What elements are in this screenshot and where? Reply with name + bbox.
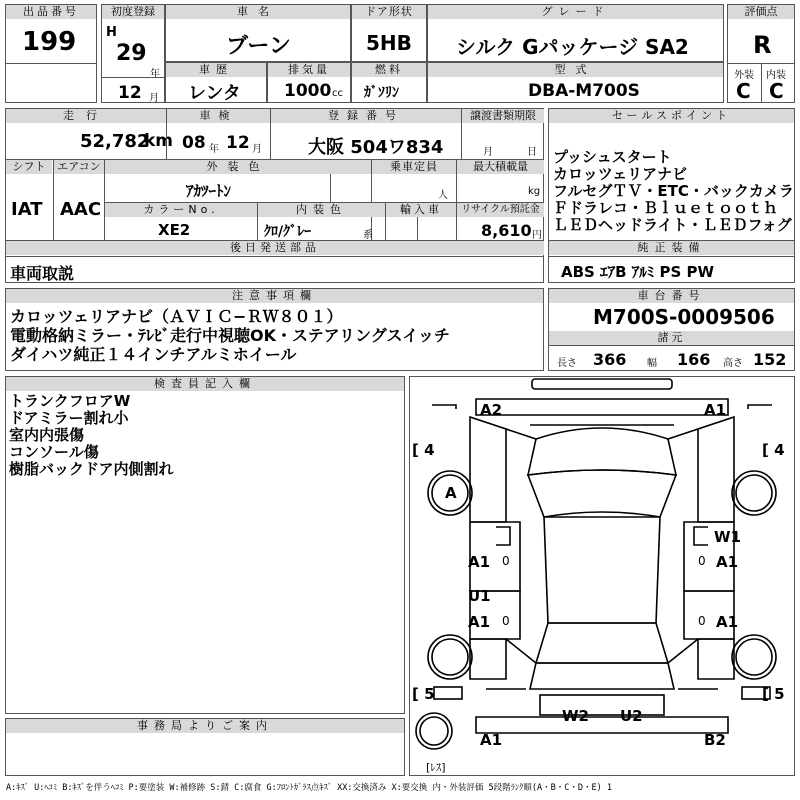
length-label: 長さ: [557, 358, 577, 369]
chassis-number: M700S-0009506: [593, 305, 775, 329]
mileage-unit: km: [144, 131, 174, 151]
model-name-cell: [165, 4, 351, 62]
lot-number-cell: [5, 4, 97, 103]
damage-mark: [ 4: [762, 441, 785, 459]
int-color-unit: 系: [363, 230, 373, 241]
inspection-month-unit: 月: [252, 144, 262, 155]
int-grade-label: 内装: [766, 70, 786, 81]
inspection-month: 12: [226, 133, 250, 153]
era: H: [106, 25, 117, 40]
inspector-label: 検査員記入欄: [6, 377, 404, 391]
type-label: 型式: [428, 63, 723, 77]
displacement-label: 排気量: [268, 63, 350, 77]
inspection-year-unit: 年: [209, 144, 219, 155]
recycle-fee: 8,610: [481, 221, 532, 240]
inspector-line: 室内内張傷: [9, 426, 85, 444]
recycle-label: リサイクル預託金: [457, 203, 544, 217]
history-label: 車歴: [166, 63, 266, 77]
grade-label: グレード: [428, 5, 723, 19]
int-grade: C: [769, 79, 784, 103]
chassis-label: 車台番号: [549, 289, 794, 303]
score-label: 評価点: [728, 5, 794, 19]
reg-no-label: 登録番号: [271, 109, 461, 123]
capacity-label: 乗車定員: [372, 160, 456, 174]
sales-point: カロッツェリアナビ: [553, 165, 688, 183]
equipment: ABS ｴｱB ｱﾙﾐ PS PW: [561, 263, 715, 281]
int-color-label: 内装色: [258, 203, 385, 217]
note-line: 電動格納ミラー・ﾃﾚﾋﾞ走行中視聴OK・ステアリングスイッチ: [10, 326, 450, 345]
damage-mark: A: [445, 484, 457, 502]
damage-mark: 0: [698, 614, 706, 628]
first-registration-cell: [101, 4, 165, 103]
month-unit: 月: [149, 93, 159, 104]
car-diagram-svg: [410, 377, 794, 775]
damage-mark: A1: [704, 401, 727, 419]
equipment-label: 純正装備: [549, 241, 794, 255]
shift-label: シフト: [6, 160, 52, 174]
model-type: DBA-M700S: [528, 81, 640, 101]
sales-points-label: セールスポイント: [549, 109, 794, 123]
transfer-month-unit: 月: [483, 147, 493, 158]
inspector-line: コンソール傷: [9, 443, 99, 461]
grade: シルク Gパッケージ SA2: [456, 35, 689, 59]
legend: A:ｷｽﾞ U:ﾍｺﾐ B:ｷｽﾞを伴うﾍｺﾐ P:要塗装 W:補修跡 S:錆 C:腐食 G:ﾌﾛﾝﾄｶﾞﾗｽ点ｷｽﾞ XX:交換済み X:要交換 内・外装評価 5段階ﾗﾝｸ順(A・B・C・D・E) 1: [6, 783, 612, 793]
type-cell: [427, 62, 724, 103]
damage-mark: A1: [468, 553, 491, 571]
sales-points-block: [548, 108, 795, 283]
recycle-unit: 円: [532, 230, 542, 241]
mileage: 52,782: [80, 131, 150, 152]
notes-block: [5, 288, 544, 371]
later-parts: 車両取説: [10, 264, 75, 283]
height-label: 高さ: [723, 358, 743, 369]
note-line: カロッツェリアナビ（ＡＶＩＣ−ＲＷ８０１）: [10, 307, 343, 326]
damage-mark: [ 4: [412, 441, 435, 459]
reg-year: 29: [116, 41, 147, 66]
fuel-label: 燃料: [352, 63, 426, 77]
damage-mark: W1: [714, 528, 741, 546]
damage-mark: 0: [502, 614, 510, 628]
ext-grade: C: [736, 79, 751, 103]
lot-number-label: 出品番号: [6, 5, 96, 19]
inspection-label: 車検: [167, 109, 270, 123]
fuel: ｶﾞｿﾘﾝ: [364, 85, 399, 101]
damage-mark: A1: [716, 553, 739, 571]
damage-mark: 0: [698, 554, 706, 568]
score: R: [753, 31, 772, 59]
damage-mark: [ 5: [412, 685, 435, 703]
door-label: ドア形状: [352, 5, 426, 19]
lot-number: 199: [22, 27, 77, 57]
history: レンタ: [188, 83, 241, 104]
chassis-block: [548, 288, 795, 371]
capacity-unit: 人: [438, 190, 448, 201]
door-type: 5HB: [366, 31, 412, 55]
displacement: 1000: [284, 81, 332, 101]
sales-points-list: [553, 149, 794, 234]
spare-label: [ﾚｽ]: [426, 761, 446, 774]
load-unit: kg: [528, 186, 541, 197]
transfer-day-unit: 日: [527, 147, 537, 158]
model-name: ブーン: [226, 34, 291, 59]
damage-mark: U2: [620, 707, 643, 725]
sales-point: Ｆドラレコ・Ｂｌｕｅｔｏｏｔｈ: [553, 199, 779, 217]
office-label: 事務局よりご案内: [6, 719, 404, 733]
int-color: ｸﾛ/ｸﾞﾚｰ: [264, 224, 312, 240]
shift: IAT: [11, 199, 43, 220]
ac-label: エアコン: [54, 160, 104, 174]
height: 152: [753, 350, 787, 369]
displacement-unit: cc: [332, 88, 343, 99]
grade-cell: [427, 4, 724, 62]
first-registration-label: 初度登録: [102, 5, 164, 19]
inspector-list: [9, 393, 174, 478]
load-label: 最大積載量: [457, 160, 544, 174]
import-label: 輸入車: [386, 203, 456, 217]
ext-color-label: 外装色: [105, 160, 371, 174]
later-parts-label: 後日発送部品: [6, 241, 544, 255]
damage-mark: B2: [704, 731, 726, 749]
damage-mark: A1: [468, 613, 491, 631]
inspector-line: 樹脂バックドア内側割れ: [9, 460, 174, 478]
door-cell: [351, 4, 427, 62]
sales-point: ＬＥＤヘッドライト・ＬＥＤフォグ: [553, 216, 792, 234]
damage-mark: A1: [716, 613, 739, 631]
inspector-line: トランクフロアW: [9, 392, 131, 410]
damage-diagram: [409, 376, 795, 776]
reg-month: 12: [118, 83, 142, 103]
specs-label: 諸元: [549, 331, 794, 345]
displacement-cell: [267, 62, 351, 103]
color-no-label: カラーNo.: [105, 203, 257, 217]
reg-no: 大阪 504ワ834: [308, 137, 444, 158]
damage-mark: W2: [562, 707, 589, 725]
sales-point: フルセグＴＶ・ETC・バックカメラ: [553, 182, 794, 200]
damage-mark: A1: [480, 731, 503, 749]
damage-mark: U1: [468, 587, 491, 605]
notes-label: 注意事項欄: [6, 289, 543, 303]
inspector-block: [5, 376, 405, 714]
damage-mark: [ 5: [762, 685, 785, 703]
ext-grade-label: 外装: [734, 70, 754, 81]
note-line: ダイハツ純正１４インチアルミホイール: [10, 345, 297, 364]
score-cell: [727, 4, 795, 103]
ac: AAC: [60, 199, 102, 220]
damage-mark: 0: [502, 554, 510, 568]
mileage-label: 走行: [6, 109, 166, 123]
model-name-label: 車名: [166, 5, 350, 19]
sales-point: プッシュスタート: [553, 148, 672, 166]
damage-mark: A2: [480, 401, 503, 419]
history-cell: [165, 62, 267, 103]
details-block: [5, 108, 544, 283]
year-unit: 年: [150, 69, 160, 80]
fuel-cell: [351, 62, 427, 103]
inspection-year: 08: [182, 133, 206, 153]
notes-list: [10, 307, 450, 364]
color-no: XE2: [158, 221, 191, 239]
inspector-line: ドアミラー割れ小: [9, 409, 129, 427]
transfer-label: 譲渡書類期限: [462, 109, 544, 123]
width-label: 幅: [647, 358, 657, 369]
width: 166: [677, 350, 711, 369]
length: 366: [593, 350, 627, 369]
ext-color: ｱｶﾂｰﾄﾝ: [186, 182, 232, 200]
office-block: [5, 718, 405, 776]
